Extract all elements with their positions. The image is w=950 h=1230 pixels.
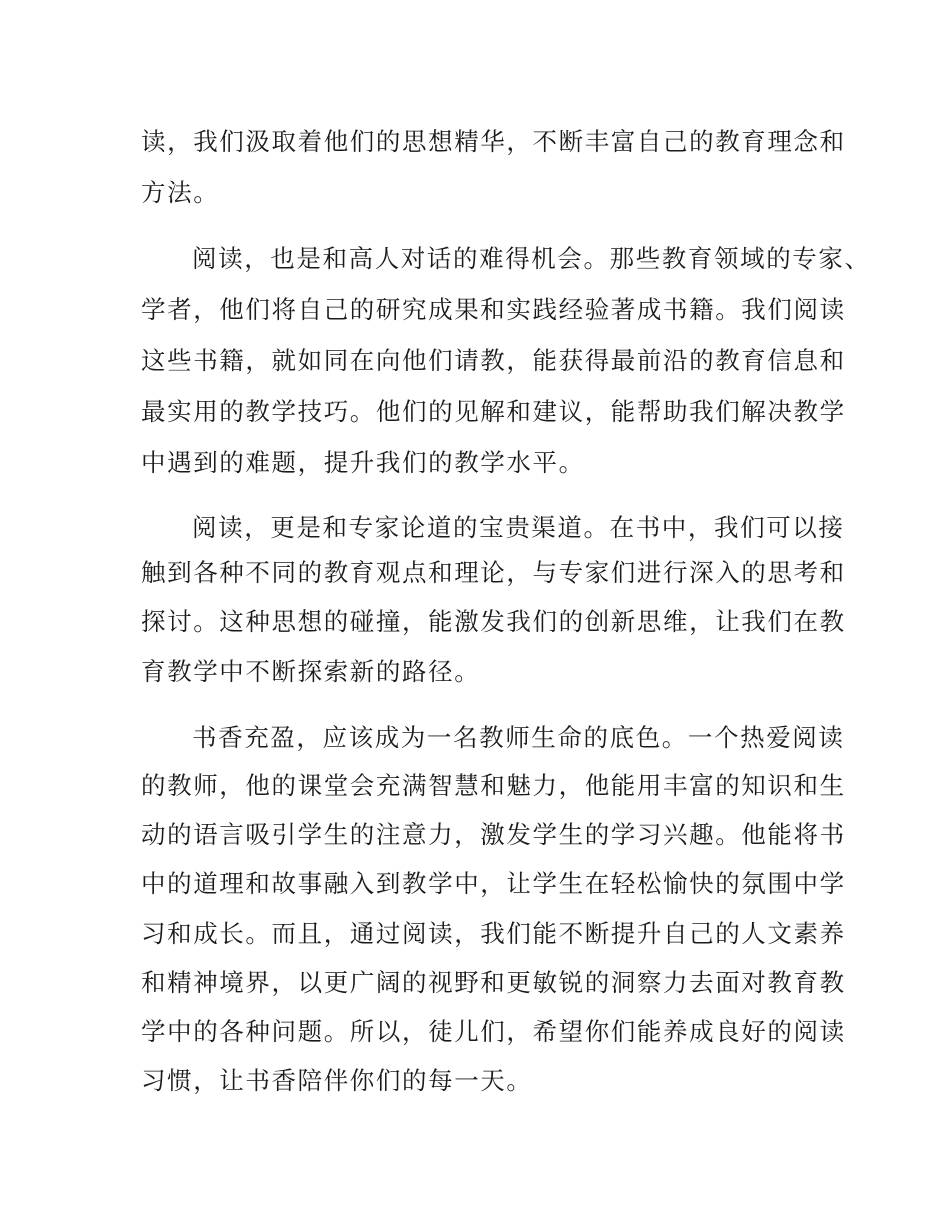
- paragraph-2-line-2: 学者，他们将自己的研究成果和实践经验著成书籍。我们阅读: [141, 295, 846, 324]
- paragraph-4-line-4: 中的道理和故事融入到教学中，让学生在轻松愉快的氛围中学: [141, 869, 846, 898]
- paragraph-3-line-1: 阅读，更是和专家论道的宝贵渠道。在书中，我们可以接: [192, 513, 845, 542]
- paragraph-4-line-5: 习和成长。而且，通过阅读，我们能不断提升自己的人文素养: [141, 919, 846, 948]
- paragraph-4-line-6: 和精神境界，以更广阔的视野和更敏锐的洞察力去面对教育教: [141, 968, 846, 997]
- paragraph-4-line-1: 书香充盈，应该成为一名教师生命的底色。一个热爱阅读: [192, 723, 845, 752]
- paragraph-2-line-3: 这些书籍，就如同在向他们请教，能获得最前沿的教育信息和: [141, 346, 846, 375]
- paragraph-3-line-4: 育教学中不断探索新的路径。: [141, 657, 481, 686]
- paragraph-3-line-2: 触到各种不同的教育观点和理论，与专家们进行深入的思考和: [141, 558, 846, 587]
- paragraph-1-line-1: 读，我们汲取着他们的思想精华，不断丰富自己的教育理念和: [141, 127, 846, 156]
- paragraph-4-line-8: 习惯，让书香陪伴你们的每一天。: [141, 1066, 533, 1095]
- paragraph-1-line-2: 方法。: [141, 178, 220, 207]
- paragraph-4-line-3: 动的语言吸引学生的注意力，激发学生的学习兴趣。他能将书: [141, 820, 846, 849]
- paragraph-2-line-1: 阅读，也是和高人对话的难得机会。那些教育领域的专家、: [192, 244, 871, 273]
- paragraph-4-line-7: 学中的各种问题。所以，徒儿们，希望你们能养成良好的阅读: [141, 1017, 846, 1046]
- paragraph-2-line-4: 最实用的教学技巧。他们的见解和建议，能帮助我们解决教学: [141, 397, 846, 426]
- paragraph-2-line-5: 中遇到的难题，提升我们的教学水平。: [141, 448, 585, 477]
- paragraph-4-line-2: 的教师，他的课堂会充满智慧和魅力，他能用丰富的知识和生: [141, 771, 846, 800]
- paragraph-3-line-3: 探讨。这种思想的碰撞，能激发我们的创新思维，让我们在教: [141, 607, 846, 636]
